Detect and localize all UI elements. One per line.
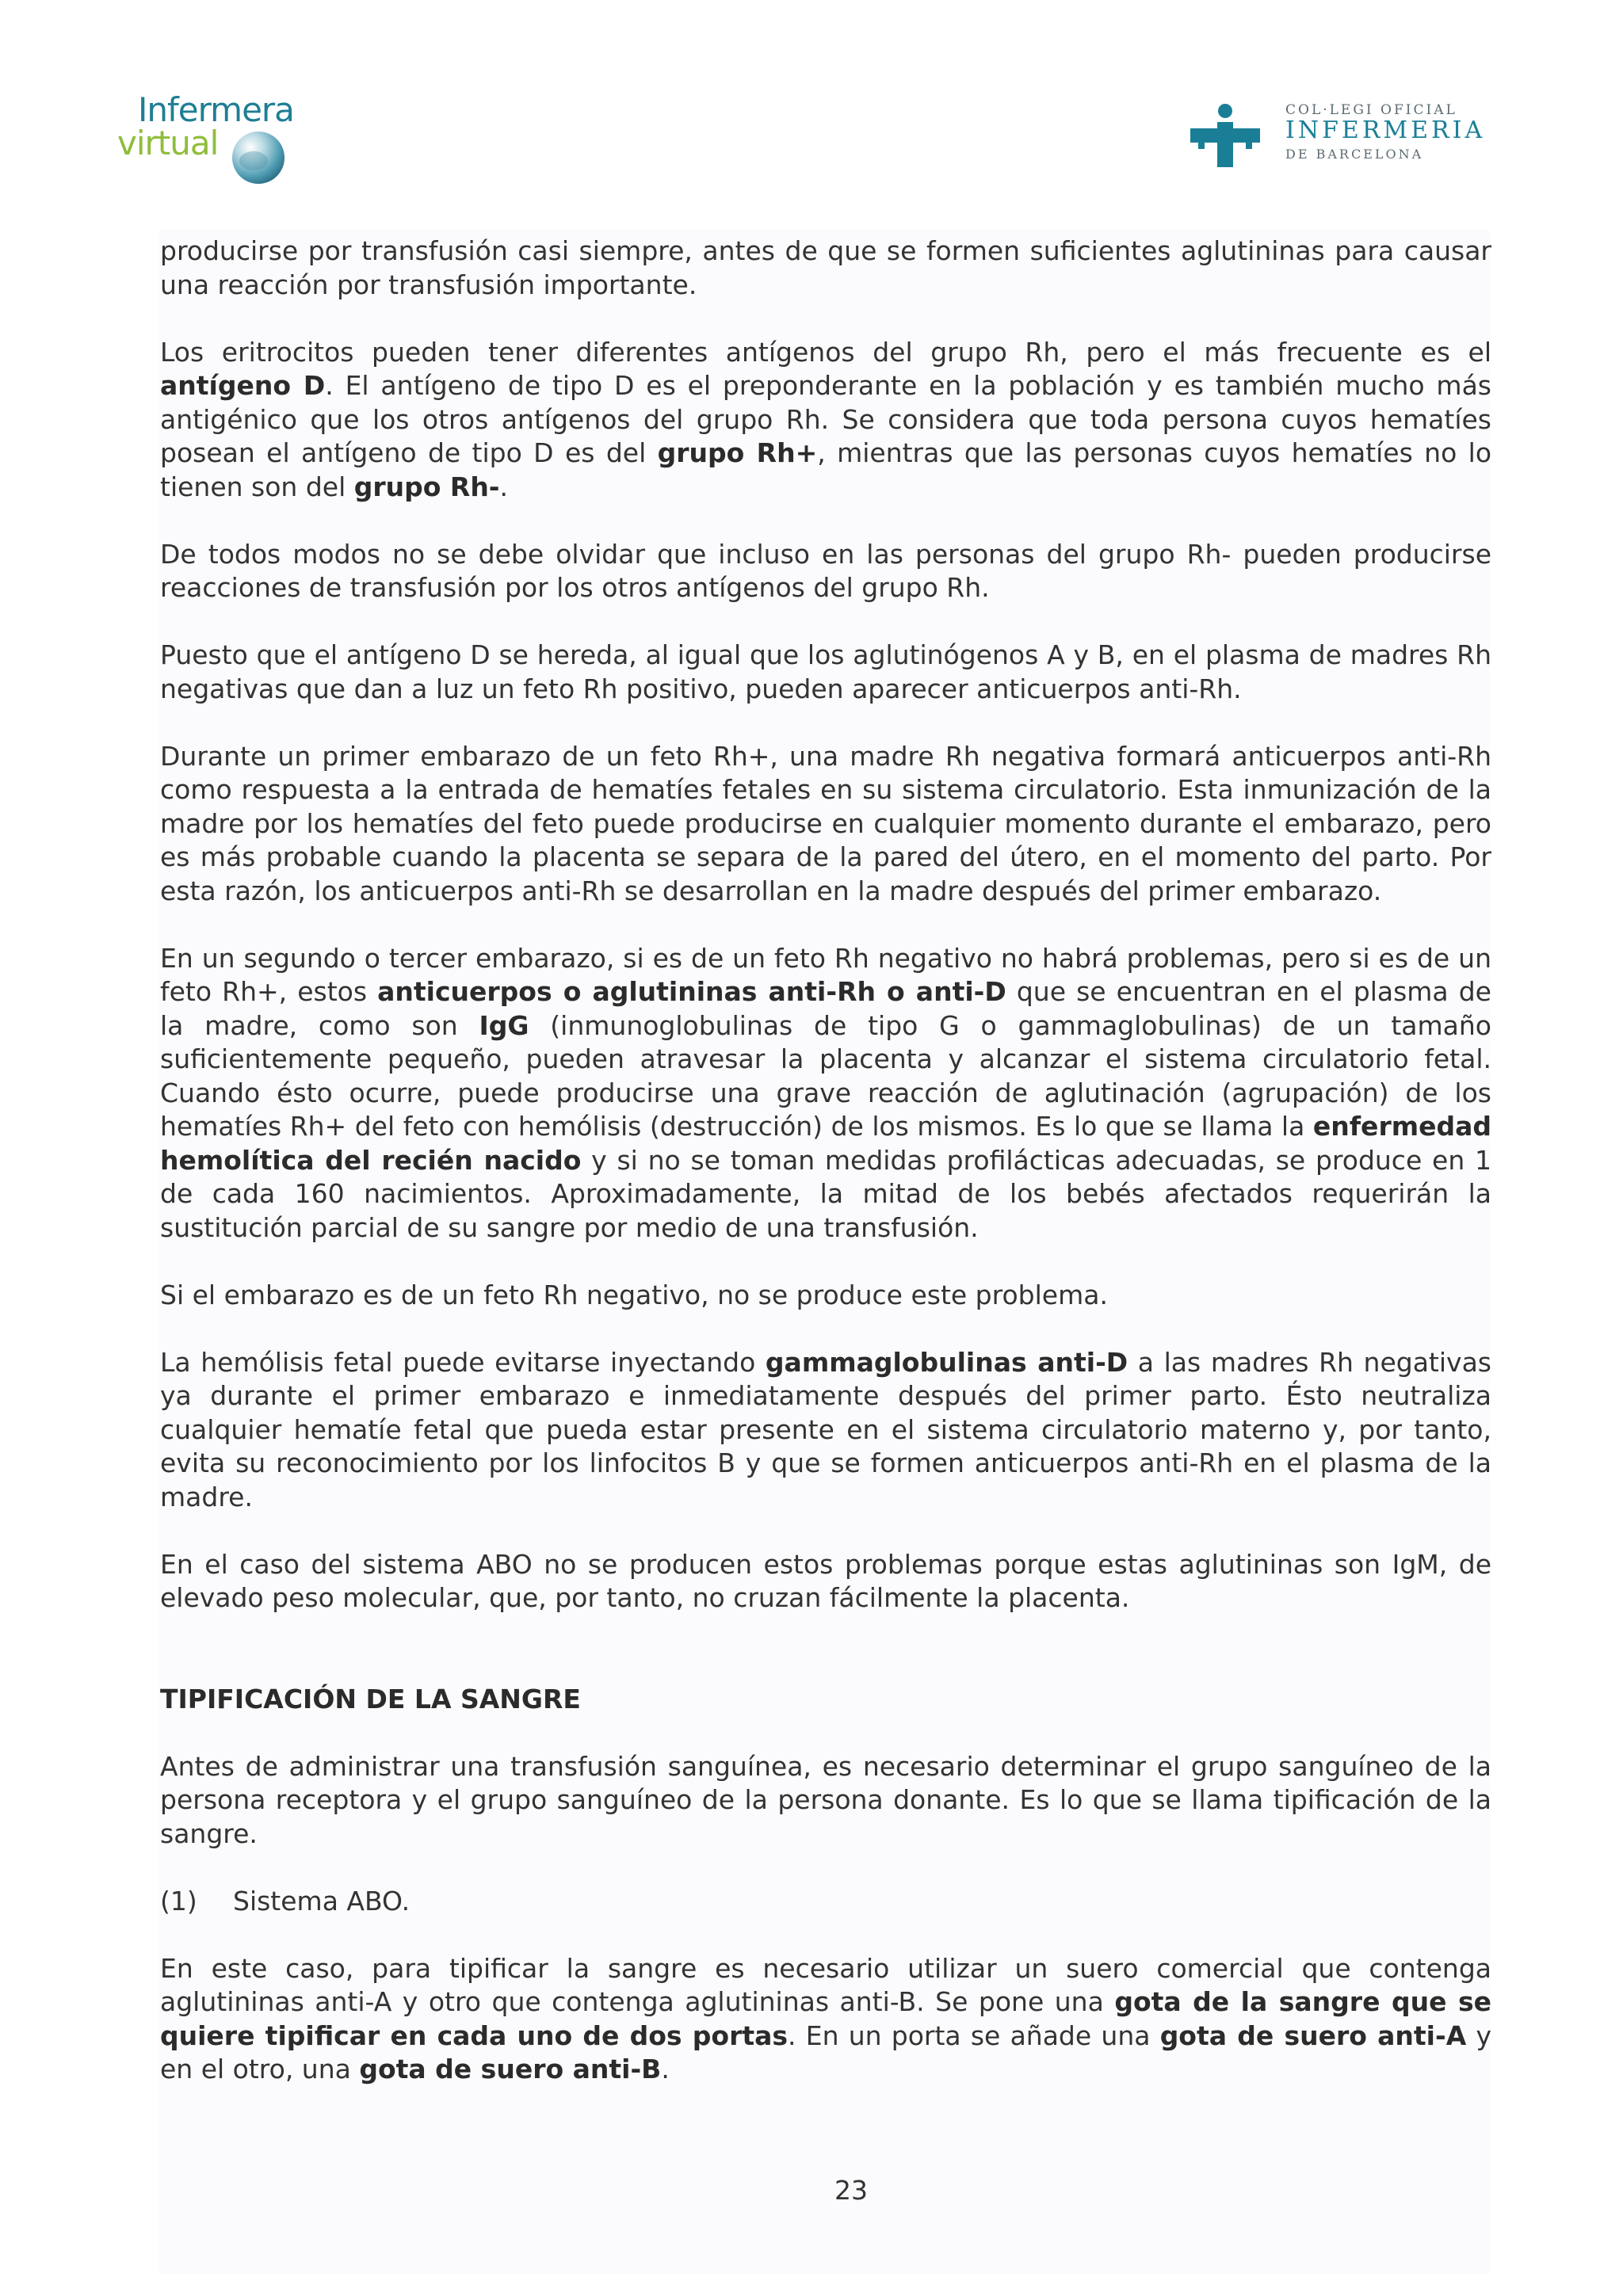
paragraph-2: Los eritrocitos pueden tener diferentes antígenos del grupo Rh, pero el más frecuente es el antígeno D. El antígeno de tipo D es el preponderante en la población y es también mucho más antigénico que los otros antígenos del grupo Rh. Se considera que toda persona cuyos hematíes posean el antígeno de tipo D es del grupo Rh+, mientras que las personas cuyos hematíes no lo tienen son del grupo Rh-.	[160, 336, 1492, 502]
medical-cross-icon	[1189, 102, 1262, 169]
paragraph-8: La hemólisis fetal puede evitarse inyectando gammaglobulinas anti-D a las madres Rh negativas ya durante el primer embarazo e inmediatamente después del primer parto. Ésto neutraliza cualquier hematíe fetal que pueda estar presente en el sistema circulatorio materno y, por tanto, evita su reconocimiento por los linfocitos B y que se formen anticuerpos anti-Rh en el plasma de la madre.	[160, 1346, 1491, 1512]
coib-line-1: COL·LEGI OFICIAL	[1285, 102, 1457, 118]
paragraph-10: Antes de administrar una transfusión sanguínea, es necesario determinar el grupo sanguíneo de la persona receptora y el grupo sanguíneo de la persona donante. Es lo que se llama tipificación de la sangre.	[160, 1750, 1491, 1849]
coib-line-2: INFERMERIA	[1285, 116, 1486, 144]
paragraph-9: En el caso del sistema ABO no se producen estos problemas porque estas aglutininas son IgM, de elevado peso molecular, que, por tanto, no cruzan fácilmente la placenta.	[160, 1548, 1491, 1613]
paragraph-1: producirse por transfusión casi siempre, antes de que se formen suficientes aglutininas para causar una reacción por transfusión importante.	[160, 235, 1491, 300]
paragraph-5: Durante un primer embarazo de un feto Rh+, una madre Rh negativa formará anticuerpos anti-Rh como respuesta a la entrada de hematíes fetales en su sistema circulatorio. Esta inmunización de la madre por los hematíes del feto puede producirse en cualquier momento durante el embarazo, pero es más probable cuando la placenta se separa de la pared del útero, en el momento del parto. Por esta razón, los anticuerpos anti-Rh se desarrollan en la madre después del primer embarazo.	[160, 740, 1491, 906]
logo-virtual-text: virtual	[117, 124, 219, 162]
list-item	[160, 1885, 1491, 1919]
paragraph-4: Puesto que el antígeno D se hereda, al igual que los aglutinógenos A y B, en el plasma de madres Rh negativas que dan a luz un feto Rh positivo, pueden aparecer anticuerpos anti-Rh.	[160, 639, 1491, 704]
list-item-text: Sistema ABO.	[233, 1885, 411, 1917]
document-body	[160, 235, 1491, 2087]
page-number: 23	[834, 2175, 868, 2206]
logo-infermera-text: Infermera	[138, 90, 294, 129]
paragraph-11: En este caso, para tipificar la sangre es necesario utilizar un suero comercial que contenga aglutininas anti-A y otro que contenga aglutininas anti-B. Se pone una gota de la sangre que se quiere tipificar en cada uno de dos portas. En un porta se añade una gota de suero anti-A y en el otro, una gota de suero anti-B.	[160, 1952, 1491, 2084]
paragraph-3: De todos modos no se debe olvidar que incluso en las personas del grupo Rh- pueden producirse reacciones de transfusión por los otros antígenos del grupo Rh.	[160, 538, 1491, 603]
infermera-virtual-logo	[117, 91, 323, 194]
globe-icon	[230, 129, 287, 186]
section-heading: TIPIFICACIÓN DE LA SANGRE	[160, 1683, 581, 1714]
coib-logo	[1189, 99, 1490, 178]
list-marker: (1)	[160, 1885, 197, 1917]
coib-line-3: DE BARCELONA	[1285, 147, 1424, 162]
paragraph-7: Si el embarazo es de un feto Rh negativo, no se produce este problema.	[160, 1279, 1108, 1310]
paragraph-6: En un segundo o tercer embarazo, si es de un feto Rh negativo no habrá problemas, pero si es de un feto Rh+, estos anticuerpos o aglutininas anti-Rh o anti-D que se encuentran en el plasma de la madre, como son IgG (inmunoglobulinas de tipo G o gammaglobulinas) de un tamaño suficientemente pequeño, pueden atravesar la placenta y alcanzar el sistema circulatorio fetal. Cuando ésto ocurre, puede producirse una grave reacción de aglutinación (agrupación) de los hematíes Rh+ del feto con hemólisis (destrucción) de los mismos. Es lo que se llama la enfermedad hemolítica del recién nacido y si no se toman medidas profilácticas adecuadas, se produce en 1 de cada 160 nacimientos. Aproximadamente, la mitad de los bebés afectados requerirán la sustitución parcial de su sangre por medio de una transfusión.	[160, 942, 1491, 1243]
